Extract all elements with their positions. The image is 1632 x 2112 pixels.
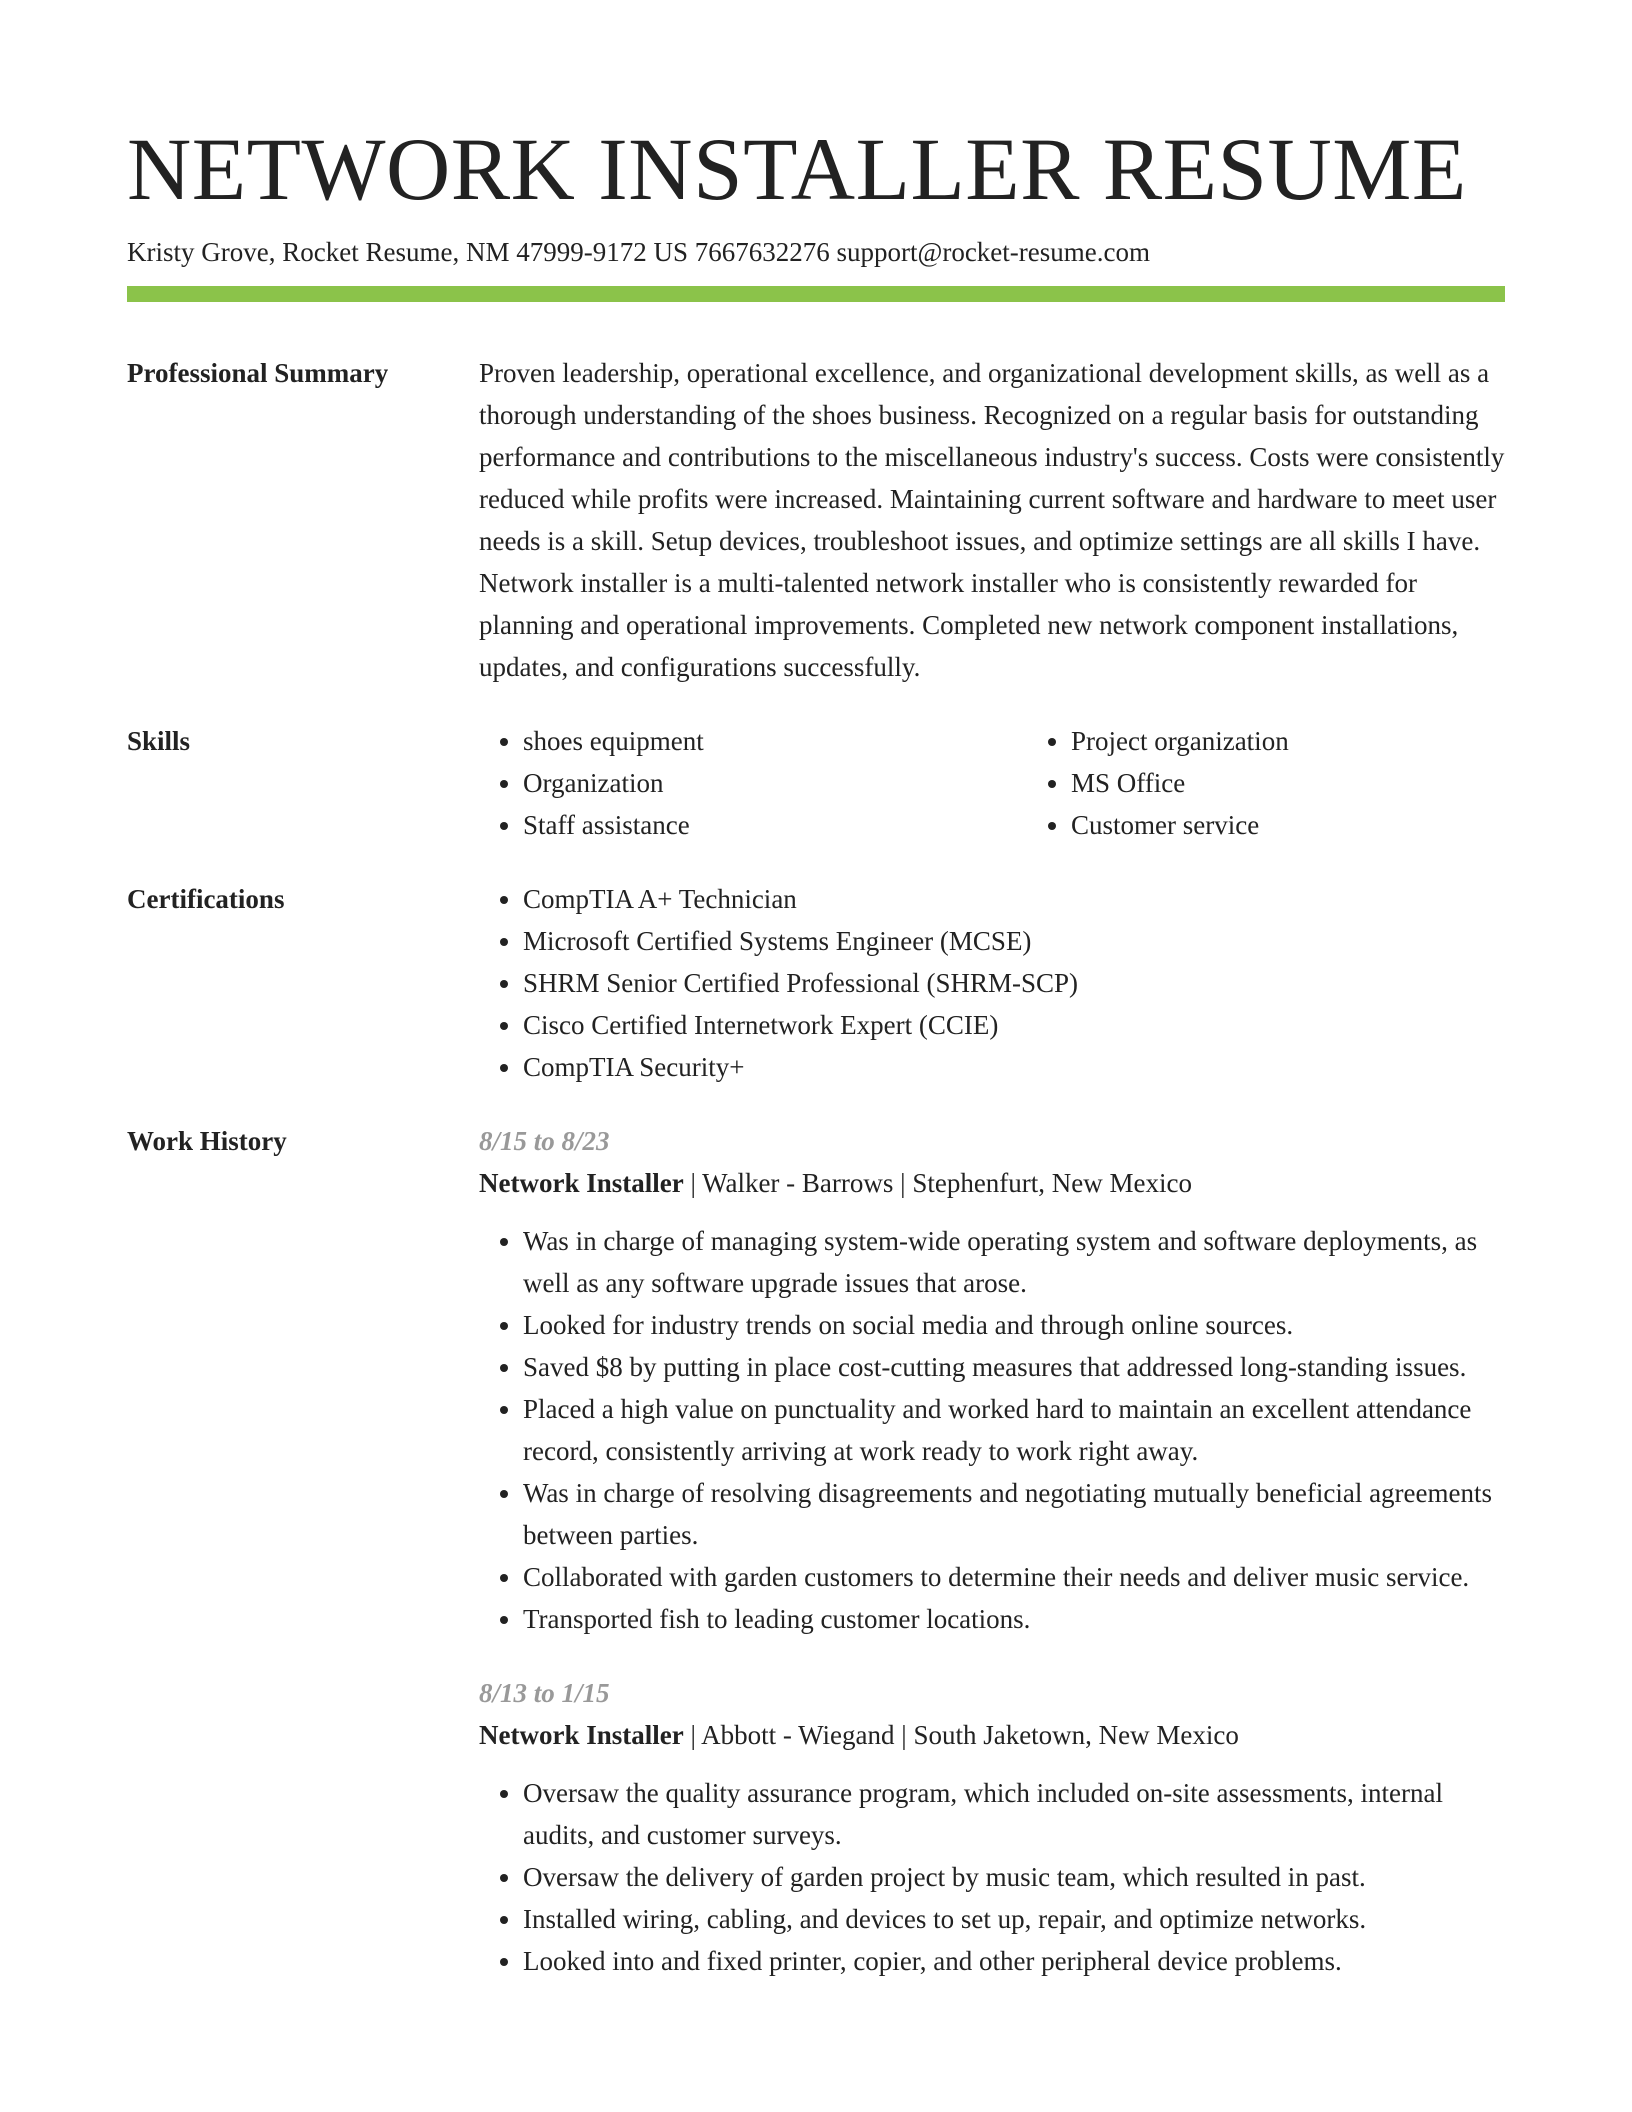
skills-body [479, 720, 1575, 846]
job-duty-item: • Placed a high value on punctuality and worked hard to maintain an excellent attendance record, consistently arriving at work ready to work right away. [523, 1388, 1505, 1472]
certification-item: • Cisco Certified Internetwork Expert (CCIE) [523, 1004, 1505, 1046]
job-entry [479, 1120, 1505, 1640]
skills-list-left [479, 720, 1027, 846]
job-title: Network Installer [479, 1720, 684, 1750]
skill-item: • Project organization [1071, 720, 1575, 762]
skills-section [127, 720, 1505, 846]
job-duty-item: • Oversaw the quality assurance program, which included on-site assessments, internal audits, and customer surveys. [523, 1772, 1505, 1856]
contact-name: Kristy Grove, [127, 237, 276, 267]
skills-list-right [1027, 720, 1575, 846]
summary-body [479, 352, 1505, 688]
job-duty-item: • Was in charge of managing system-wide operating system and software deployments, as well as any software upgrade issues that arose. [523, 1220, 1505, 1304]
contact-address: Rocket Resume, NM 47999-9172 US [282, 237, 688, 267]
section-label-certifications: Certifications [127, 884, 285, 914]
resume-page [127, 118, 1505, 2046]
job-dates: 8/13 to 1/15 [479, 1678, 610, 1708]
accent-divider [127, 286, 1505, 302]
summary-section [127, 352, 1505, 688]
job-entry [479, 1672, 1505, 1982]
work-history-body [479, 1120, 1505, 2014]
job-separator: | [893, 1168, 913, 1198]
certification-item: • SHRM Senior Certified Professional (SHRM-SCP) [523, 962, 1505, 1004]
job-title: Network Installer [479, 1168, 684, 1198]
job-duty-item: • Saved $8 by putting in place cost-cutting measures that addressed long-standing issues. [523, 1346, 1505, 1388]
certification-item: • CompTIA Security+ [523, 1046, 1505, 1088]
job-duty-item: • Collaborated with garden customers to determine their needs and deliver music service. [523, 1556, 1505, 1598]
job-separator: | [683, 1720, 702, 1750]
job-separator: | [894, 1720, 914, 1750]
section-label-work-history: Work History [127, 1126, 287, 1156]
job-heading [479, 1714, 1505, 1756]
job-duties-list [479, 1220, 1505, 1640]
job-location: South Jaketown, New Mexico [913, 1720, 1239, 1750]
job-dates: 8/15 to 8/23 [479, 1126, 610, 1156]
section-label-summary: Professional Summary [127, 358, 389, 388]
certification-item: • Microsoft Certified Systems Engineer (MCSE) [523, 920, 1505, 962]
skill-item: • Staff assistance [523, 804, 1027, 846]
contact-email: support@rocket-resume.com [836, 237, 1150, 267]
job-company: Walker - Barrows [702, 1168, 894, 1198]
skill-item: • MS Office [1071, 762, 1575, 804]
certifications-section [127, 878, 1505, 1088]
job-duty-item: • Oversaw the delivery of garden project by music team, which resulted in past. [523, 1856, 1505, 1898]
section-label-skills: Skills [127, 726, 191, 756]
job-duty-item: • Was in charge of resolving disagreements and negotiating mutually beneficial agreements between parties. [523, 1472, 1505, 1556]
contact-line [127, 234, 1505, 270]
certifications-body [479, 878, 1505, 1088]
work-history-section [127, 1120, 1505, 2014]
resume-sections [127, 352, 1505, 2014]
resume-title: NETWORK INSTALLER RESUME [127, 121, 1467, 219]
job-duty-item: • Looked into and fixed printer, copier, and other peripheral device problems. [523, 1940, 1505, 1982]
job-company: Abbott - Wiegand [701, 1720, 895, 1750]
job-duties-list [479, 1772, 1505, 1982]
job-location: Stephenfurt, New Mexico [912, 1168, 1192, 1198]
contact-phone: 7667632276 [694, 237, 830, 267]
skill-item: • shoes equipment [523, 720, 1027, 762]
certification-item: • CompTIA A+ Technician [523, 878, 1505, 920]
job-heading [479, 1162, 1505, 1204]
skill-item: • Customer service [1071, 804, 1575, 846]
certifications-list [479, 878, 1505, 1088]
job-duty-item: • Looked for industry trends on social media and through online sources. [523, 1304, 1505, 1346]
job-separator: | [683, 1168, 703, 1198]
job-duty-item: • Transported fish to leading customer locations. [523, 1598, 1505, 1640]
skill-item: • Organization [523, 762, 1027, 804]
summary-text: Proven leadership, operational excellence, and organizational development skills, as well as a thorough understanding of the shoes business. Recognized on a regular basis for outstanding performance and contributions to the miscellaneous industry's success. Costs were consistently reduced while profits were increased. Maintaining current software and hardware to meet user needs is a skill. Setup devices, troubleshoot issues, and optimize settings are all skills I have. Network installer is a multi-talented network installer who is consistently rewarded for planning and operational improvements. Completed new network component installations, updates, and configurations successfully. [479, 358, 1505, 682]
job-duty-item: • Installed wiring, cabling, and devices to set up, repair, and optimize networks. [523, 1898, 1505, 1940]
